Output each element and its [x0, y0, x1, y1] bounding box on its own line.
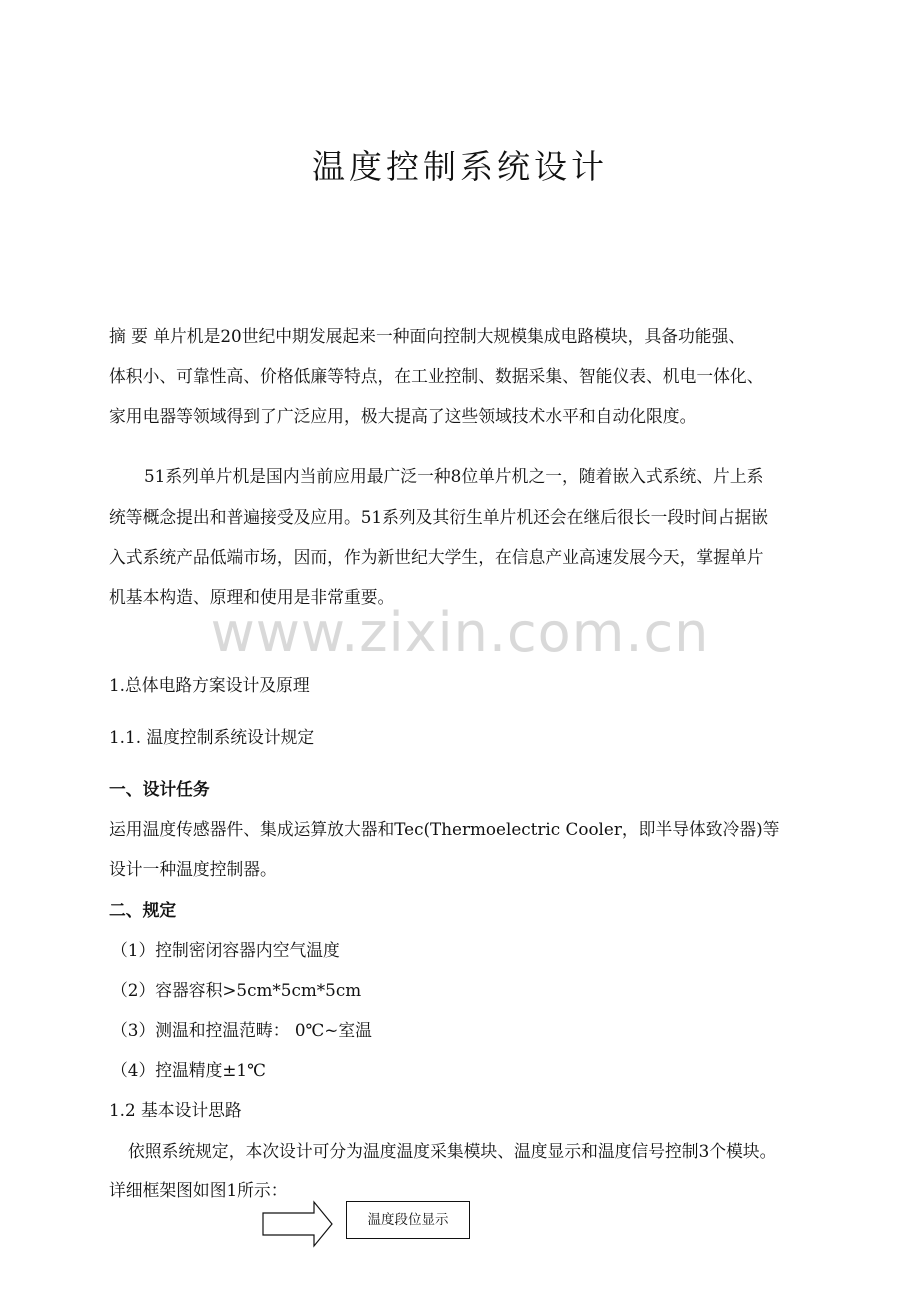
requirement-item-2: （2）容器容积>5cm*5cm*5cm	[111, 980, 362, 1000]
intro-line-2: 统等概念提出和普遍接受及应用。51系列及其衍生单片机还会在继后很长一段时间占据嵌	[109, 507, 769, 527]
abstract-line-2: 体积小、可靠性高、价格低廉等特点，在工业控制、数据采集、智能仪表、机电一体化、	[109, 366, 764, 386]
task-line-2: 设计一种温度控制器。	[109, 859, 277, 879]
requirement-item-3: （3）测温和控温范畴： 0℃~室温	[111, 1020, 372, 1040]
idea-line-1: 依照系统规定，本次设计可分为温度温度采集模块、温度显示和温度信号控制3个模块。	[128, 1141, 777, 1161]
document-title: 温度控制系统设计	[312, 147, 608, 186]
requirement-item-4: （4）控温精度±1℃	[111, 1060, 266, 1080]
requirement-item-1: （1）控制密闭容器内空气温度	[111, 940, 340, 960]
section-1-1-heading: 1.1. 温度控制系统设计规定	[109, 727, 315, 747]
intro-line-4: 机基本构造、原理和使用是非常重要。	[109, 587, 395, 607]
abstract-line-1: 摘 要 单片机是20世纪中期发展起来一种面向控制大规模集成电路模块，具备功能强、	[109, 326, 746, 346]
task-heading: 一、设计任务	[109, 779, 210, 799]
watermark: www.zixin.com.cn	[210, 601, 710, 664]
right-arrow-icon	[262, 1200, 334, 1250]
requirements-heading: 二、规定	[109, 900, 177, 920]
diagram-box-display: 温度段位显示	[346, 1201, 470, 1239]
abstract-line-3: 家用电器等领域得到了广泛应用，极大提高了这些领域技术水平和自动化限度。	[109, 406, 697, 426]
section-1-heading: 1.总体电路方案设计及原理	[109, 675, 310, 695]
intro-line-1: 51系列单片机是国内当前应用最广泛一种8位单片机之一，随着嵌入式系统、片上系	[144, 466, 764, 486]
section-1-2-heading: 1.2 基本设计思路	[109, 1100, 242, 1120]
intro-line-3: 入式系统产品低端市场，因而，作为新世纪大学生，在信息产业高速发展今天，掌握单片	[109, 547, 764, 567]
idea-line-2: 详细框架图如图1所示：	[109, 1180, 288, 1200]
task-line-1: 运用温度传感器件、集成运算放大器和Tec(Thermoelectric Cooler，即半导体致冷器)等	[109, 819, 780, 839]
